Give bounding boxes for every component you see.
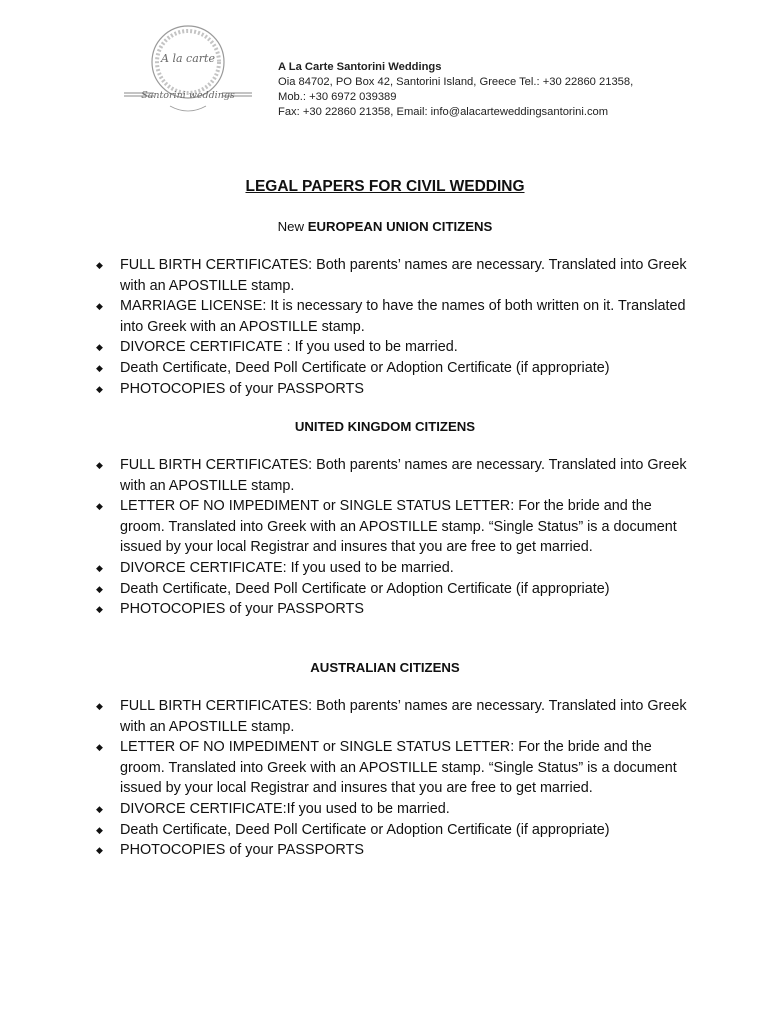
list-item-text: PHOTOCOPIES of your PASSPORTS xyxy=(120,380,364,397)
list-item-text: Death Certificate, Deed Poll Certificate or Adoption Certificate (if appropriate) xyxy=(120,359,610,376)
list-item-text: Death Certificate, Deed Poll Certificate or Adoption Certificate (if appropriate) xyxy=(120,821,610,838)
bullet-icon: ◆ xyxy=(96,501,103,512)
list-item-text: FULL BIRTH CERTIFICATES: Both parents’ names are necessary. Translated into Greek with an APOSTILLE stamp. xyxy=(120,257,687,294)
list-item-text: DIVORCE CERTIFICATE : If you used to be married. xyxy=(120,339,458,356)
company-contact: Fax: +30 22860 21358, Email: info@alacarteweddingsantorini.com xyxy=(278,106,609,118)
section-heading-text: EUROPEAN UNION CITIZENS xyxy=(307,219,493,234)
list-item xyxy=(96,455,696,496)
company-details xyxy=(278,60,633,120)
bullet-icon: ◆ xyxy=(96,301,103,312)
list-item xyxy=(96,558,696,579)
bullet-icon: ◆ xyxy=(96,845,103,856)
section-heading-text: UNITED KINGDOM CITIZENS xyxy=(294,419,476,434)
bullet-icon: ◆ xyxy=(96,342,103,353)
document-list-uk xyxy=(96,455,696,620)
list-item xyxy=(96,379,696,400)
logo-monogram: A la carte xyxy=(161,52,215,65)
list-item xyxy=(96,696,696,737)
section-heading-au xyxy=(0,660,770,675)
company-mobile: Mob.: +30 6972 039389 xyxy=(278,91,397,103)
bullet-icon: ◆ xyxy=(96,383,103,394)
bullet-icon: ◆ xyxy=(96,701,103,711)
bullet-icon: ◆ xyxy=(96,583,103,594)
list-item-text: LETTER OF NO IMPEDIMENT or SINGLE STATUS LETTER: For the bride and the groom. Translated into Greek with an APOSTILLE stamp. “Single Status” is a document issued by your local Registrar and insures that you are free to get married. xyxy=(120,739,677,797)
section-heading-text: AUSTRALIAN CITIZENS xyxy=(310,660,460,675)
list-item-text: Death Certificate, Deed Poll Certificate or Adoption Certificate (if appropriate) xyxy=(120,580,610,597)
list-item xyxy=(96,579,696,600)
company-address: Oia 84702, PO Box 42, Santorini Island, Greece Tel.: +30 22860 21358, xyxy=(278,76,634,88)
list-item xyxy=(96,799,696,820)
list-item-text: DIVORCE CERTIFICATE: If you used to be married. xyxy=(120,559,454,576)
bullet-icon: ◆ xyxy=(96,824,103,835)
section-heading-eu xyxy=(0,219,770,234)
company-logo xyxy=(110,20,270,120)
list-item xyxy=(96,820,696,841)
bullet-icon: ◆ xyxy=(96,460,103,470)
list-item-text: MARRIAGE LICENSE: It is necessary to have the names of both written on it. Translated into Greek with an APOSTILLE stamp. xyxy=(120,298,686,335)
document-list-au xyxy=(96,696,696,861)
list-item xyxy=(96,255,696,296)
page-title: LEGAL PAPERS FOR CIVIL WEDDING xyxy=(245,178,525,195)
bullet-icon: ◆ xyxy=(96,803,103,814)
bullet-icon: ◆ xyxy=(96,604,103,615)
list-item xyxy=(96,337,696,358)
company-name: A La Carte Santorini Weddings xyxy=(278,61,442,73)
bullet-icon: ◆ xyxy=(96,562,103,573)
list-item xyxy=(96,840,696,861)
section-heading-uk xyxy=(0,419,770,434)
list-item xyxy=(96,599,696,620)
section-heading-prefix: New xyxy=(277,219,308,234)
logo-script: Santorini weddings xyxy=(141,90,235,101)
bullet-icon: ◆ xyxy=(96,362,103,373)
list-item-text: PHOTOCOPIES of your PASSPORTS xyxy=(120,601,364,618)
list-item xyxy=(96,296,696,337)
list-item xyxy=(96,737,696,799)
letterhead xyxy=(110,20,760,130)
list-item-text: DIVORCE CERTIFICATE:If you used to be married. xyxy=(120,800,450,817)
list-item-text: PHOTOCOPIES of your PASSPORTS xyxy=(120,842,364,859)
list-item-text: LETTER OF NO IMPEDIMENT or SINGLE STATUS LETTER: For the bride and the groom. Translated into Greek with an APOSTILLE stamp. “Single Status” is a document issued by your local Registrar and insures that you are free to get married. xyxy=(120,498,677,556)
list-item-text: FULL BIRTH CERTIFICATES: Both parents’ names are necessary. Translated into Greek with an APOSTILLE stamp. xyxy=(120,698,687,735)
list-item xyxy=(96,496,696,558)
document-list-eu xyxy=(96,255,696,399)
bullet-icon: ◆ xyxy=(96,260,103,270)
list-item-text: FULL BIRTH CERTIFICATES: Both parents’ names are necessary. Translated into Greek with an APOSTILLE stamp. xyxy=(120,457,687,494)
bullet-icon: ◆ xyxy=(96,742,103,753)
list-item xyxy=(96,358,696,379)
